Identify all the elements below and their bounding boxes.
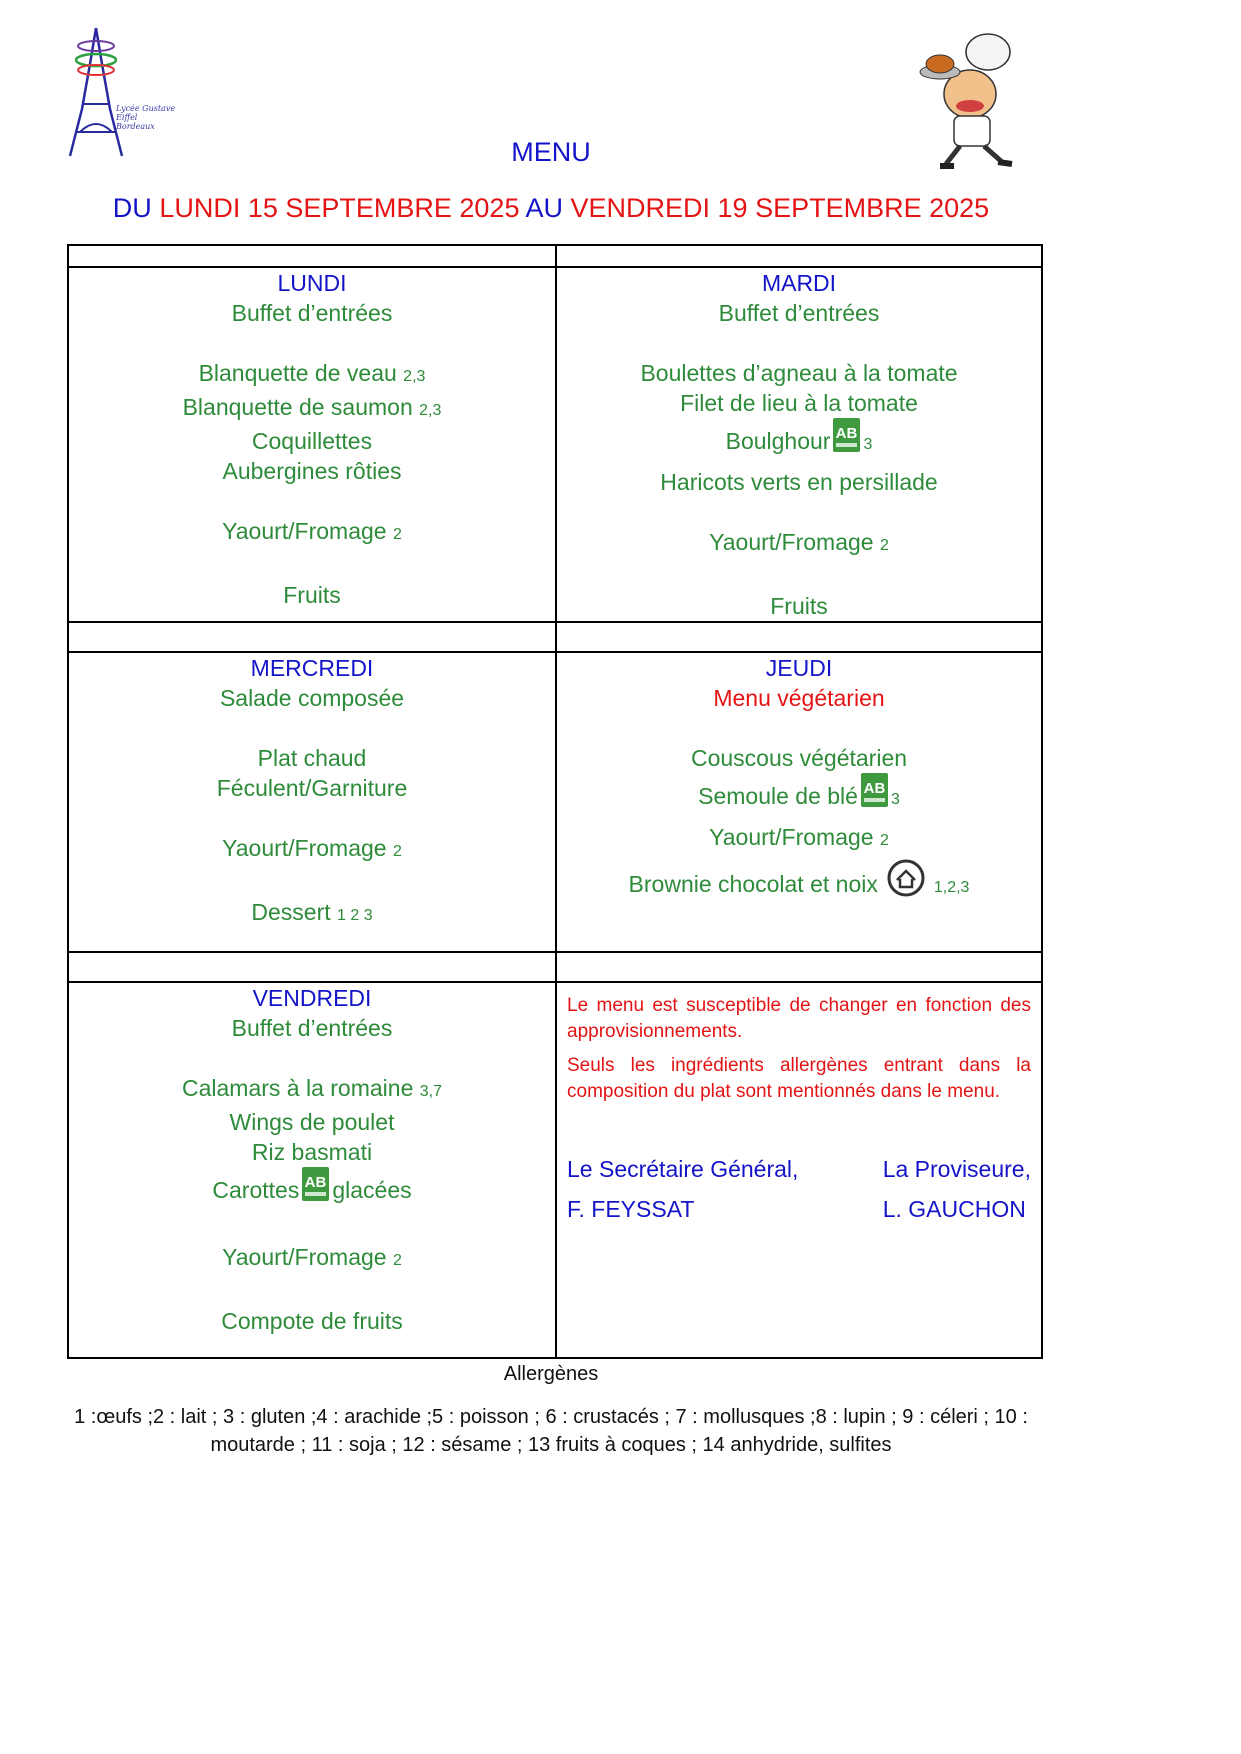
dish-side: Semoule de blé AB 3	[557, 773, 1041, 822]
dish-dessert: Dessert 1 2 3	[251, 899, 373, 925]
ab-bio-label-icon	[861, 773, 888, 807]
dish-side: Féculent/Garniture	[216, 775, 408, 801]
allergen-codes: 2	[879, 537, 889, 554]
allergen-codes: 2	[879, 832, 889, 849]
dish-dairy: Yaourt/Fromage 2	[709, 529, 889, 555]
note-allergens: Seuls les ingrédients allergènes entrant dans la composition du plat sont mentionnés dans le menu.	[567, 1055, 1031, 1102]
week-end: VENDREDI 19 SEPTEMBRE 2025	[570, 193, 990, 223]
day-cell-mercredi	[68, 652, 556, 952]
week-start: LUNDI 15 SEPTEMBRE 2025	[159, 193, 520, 223]
dish-side: Haricots verts en persillade	[660, 469, 938, 495]
day-title: VENDREDI	[252, 985, 372, 1011]
dish-side: Aubergines rôties	[222, 458, 402, 484]
dish-dessert: Fruits	[770, 593, 828, 619]
allergen-codes: 3,7	[419, 1083, 442, 1100]
svg-text:AB: AB	[836, 425, 858, 442]
dish-main: Filet de lieu à la tomate	[680, 390, 918, 416]
allergen-codes: 1 2 3	[337, 907, 373, 924]
dish-dessert: Compote de fruits	[221, 1308, 403, 1334]
day-cell-mardi	[556, 267, 1042, 622]
day-title: LUNDI	[277, 270, 347, 296]
signatures	[557, 1149, 1041, 1229]
menu-title: MENU	[511, 137, 591, 167]
logo-text: Lycée Gustave Eiffel Bordeaux	[116, 104, 176, 131]
fait-maison-icon	[884, 858, 928, 902]
day-cell-vendredi	[68, 982, 556, 1358]
allergen-codes: 2,3	[419, 402, 442, 419]
dish-starter: Salade composée	[219, 685, 405, 711]
dish-dairy: Yaourt/Fromage 2	[222, 518, 402, 544]
day-cell-lundi	[68, 267, 556, 622]
spacer-cell	[556, 622, 1042, 652]
allergens-title: Allergènes	[503, 1363, 599, 1385]
dish-side: Boulghour AB 3	[557, 418, 1041, 467]
ab-bio-label-icon	[833, 418, 860, 452]
week-du: DU	[112, 193, 152, 223]
dish-main: Couscous végétarien	[690, 745, 908, 771]
allergen-codes: 3	[890, 791, 900, 808]
svg-text:AB: AB	[863, 780, 886, 797]
dish-main: Blanquette de veau 2,3	[198, 360, 426, 386]
allergen-codes: 1,2,3	[933, 879, 970, 896]
dish-dairy: Yaourt/Fromage 2	[709, 824, 889, 850]
dish-main: Wings de poulet	[229, 1109, 395, 1135]
allergens-list: 1 :œufs ;2 : lait ; 3 : gluten ;4 : arachide ;5 : poisson ; 6 : crustacés ; 7 : mollusques ;8 : lupin ; 9 : céleri ; 10 : moutarde ; 11 : soja ; 12 : sésame ; 13 fruits à coques ; 14 anhydride, sulfites	[74, 1406, 1028, 1456]
week-title	[0, 193, 1102, 224]
spacer-cell	[556, 952, 1042, 982]
day-cell-jeudi	[556, 652, 1042, 952]
dish-dairy: Yaourt/Fromage 2	[222, 835, 402, 861]
dish-main: Blanquette de saumon 2,3	[182, 394, 442, 420]
signature-left-name: F. FEYSSAT	[567, 1196, 695, 1222]
spacer-cell	[68, 952, 556, 982]
spacer-cell	[556, 245, 1042, 267]
ab-bio-label-icon	[302, 1167, 329, 1201]
signature-right-role: La Proviseure,	[882, 1156, 1031, 1182]
allergen-codes: 2	[392, 526, 402, 543]
svg-text:AB: AB	[304, 1174, 327, 1191]
allergen-codes: 2	[392, 843, 402, 860]
dish-side: Coquillettes	[251, 428, 373, 454]
allergen-codes: 2	[392, 1252, 402, 1269]
menu-table	[67, 244, 1043, 1359]
dish-dairy: Yaourt/Fromage 2	[222, 1244, 402, 1270]
dish-side: Riz basmati	[251, 1139, 373, 1165]
day-title: MERCREDI	[250, 655, 374, 681]
day-title: JEUDI	[765, 655, 833, 681]
allergen-codes: 3	[863, 436, 873, 453]
vegetarian-theme: Menu végétarien	[713, 685, 885, 711]
signature-left-role: Le Secrétaire Général,	[567, 1156, 799, 1182]
notes	[557, 983, 1041, 1105]
signature-right-name: L. GAUCHON	[882, 1196, 1026, 1222]
spacer-cell	[68, 245, 556, 267]
spacer-cell	[68, 622, 556, 652]
dish-dessert: Brownie chocolat et noix 1,2,3	[557, 856, 1041, 916]
dish-starter: Buffet d’entrées	[231, 300, 393, 326]
allergen-codes: 2,3	[403, 368, 426, 385]
dish-side: Carottes AB glacées	[69, 1167, 555, 1212]
dish-starter: Buffet d’entrées	[231, 1015, 393, 1041]
dish-starter: Buffet d’entrées	[718, 300, 880, 326]
dish-dessert: Fruits	[283, 582, 341, 608]
dish-main: Calamars à la romaine 3,7	[181, 1075, 442, 1101]
dish-main: Plat chaud	[257, 745, 367, 771]
notes-cell	[556, 982, 1042, 1358]
week-au: AU	[525, 193, 563, 223]
note-supply: Le menu est susceptible de changer en fonction des approvisionnements.	[567, 995, 1031, 1042]
day-title: MARDI	[761, 270, 837, 296]
dish-main: Boulettes d’agneau à la tomate	[640, 360, 958, 386]
